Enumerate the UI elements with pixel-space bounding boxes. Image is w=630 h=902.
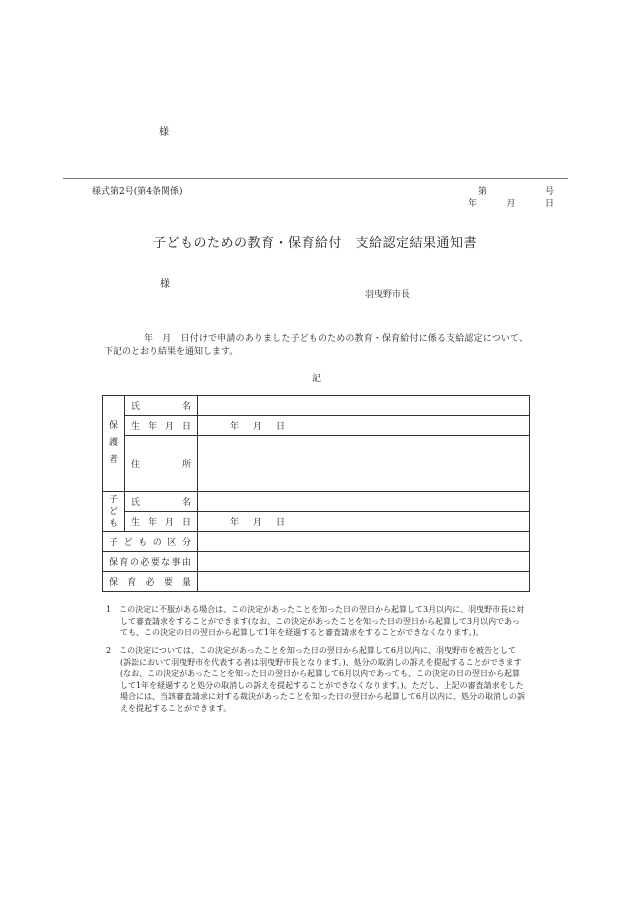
guardian-dob-month: 月 (253, 422, 263, 432)
issue-day: 日 (544, 199, 554, 209)
care-reason-value (198, 552, 530, 572)
child-name-value (198, 492, 530, 512)
ki-heading: 記 (312, 374, 322, 384)
guardian-group-label (103, 396, 125, 492)
guardian-dob-label: 生年月日 (125, 416, 198, 436)
care-amount-value (198, 572, 530, 592)
note-1 (106, 604, 526, 639)
addressee-sama: 様 (160, 279, 170, 290)
child-dob-month: 月 (253, 518, 263, 528)
guardian-address-value (198, 436, 530, 492)
note-2-number: 2 (106, 646, 112, 655)
document-number-prefix: 第 (478, 187, 488, 197)
child-char-1: 子 (108, 494, 118, 505)
child-category-label: 子どもの区分 (103, 532, 198, 552)
note-2 (106, 645, 526, 714)
document-number-suffix: 号 (545, 187, 555, 197)
note-1-body (106, 604, 526, 639)
child-name-label: 氏 名 (125, 492, 198, 512)
guardian-dob-value (198, 416, 530, 436)
note-2-text: この決定については、この決定があったことを知った日の翌日から起算して6月以内に、羽曳野市を被告として(訴訟において羽曳野市を代表する者は羽曳野市長となります。)、処分の取消しの訴えを提起することができます(なお、この決定があったことを知った日の翌日から起算して6月以内であっても、この決定の日の翌日から起算して1年を経過すると処分の取消しの訴えを提起することができなくなります。)。ただし、上記の審査請求をした場合には、当該審査請求に対する裁決があったことを知った日の翌日から起算して6月以内に、処分の取消しの訴えを提起することができます。 (119, 646, 526, 713)
guardian-dob-day: 日 (276, 422, 286, 432)
document-title: 子どものための教育・保育給付 支給認定結果通知書 (152, 236, 477, 251)
note-1-text: この決定に不服がある場合は、この決定があったことを知った日の翌日から起算して3月以内に、羽曳野市長に対して審査請求をすることができます(なお、この決定があったことを知った日の翌日から起算して3月以内であっても、この決定の日の翌日から起算して1年を経過すると審査請求をすることができなくなります。)。 (119, 605, 525, 637)
note-2-body (106, 645, 526, 714)
note-1-number: 1 (106, 605, 112, 614)
certification-table (102, 395, 530, 592)
child-dob-day: 日 (276, 518, 286, 528)
guardian-char-2: 護 (108, 438, 118, 448)
child-group-label (103, 492, 125, 532)
issuer: 羽曳野市長 (365, 290, 411, 300)
child-char-3: も (108, 518, 118, 529)
child-dob-label: 生年月日 (125, 512, 198, 532)
body-paragraph: 年 月 日付けで申請のありました子どものための教育・保育給付に係る支給認定について、下記のとおり結果を通知します。 (104, 334, 528, 357)
child-dob-value (198, 512, 530, 532)
guardian-name-label: 氏 名 (125, 396, 198, 416)
top-addressee-sama: 様 (159, 127, 169, 138)
form-number: 様式第2号(第4条関係) (92, 187, 183, 197)
divider-line (63, 178, 568, 179)
guardian-name-value (198, 396, 530, 416)
guardian-char-1: 保 (108, 421, 118, 431)
issue-year: 年 (468, 199, 478, 209)
guardian-address-label: 住 所 (125, 436, 198, 492)
guardian-char-3: 者 (108, 455, 118, 465)
issue-date (468, 196, 554, 209)
care-reason-label: 保育の必要な事由 (103, 552, 198, 572)
guardian-dob-year: 年 (230, 422, 240, 432)
child-char-2: ど (108, 506, 118, 517)
care-amount-label: 保育必要量 (103, 572, 198, 592)
issue-month: 月 (506, 199, 516, 209)
child-dob-year: 年 (230, 518, 240, 528)
child-category-value (198, 532, 530, 552)
